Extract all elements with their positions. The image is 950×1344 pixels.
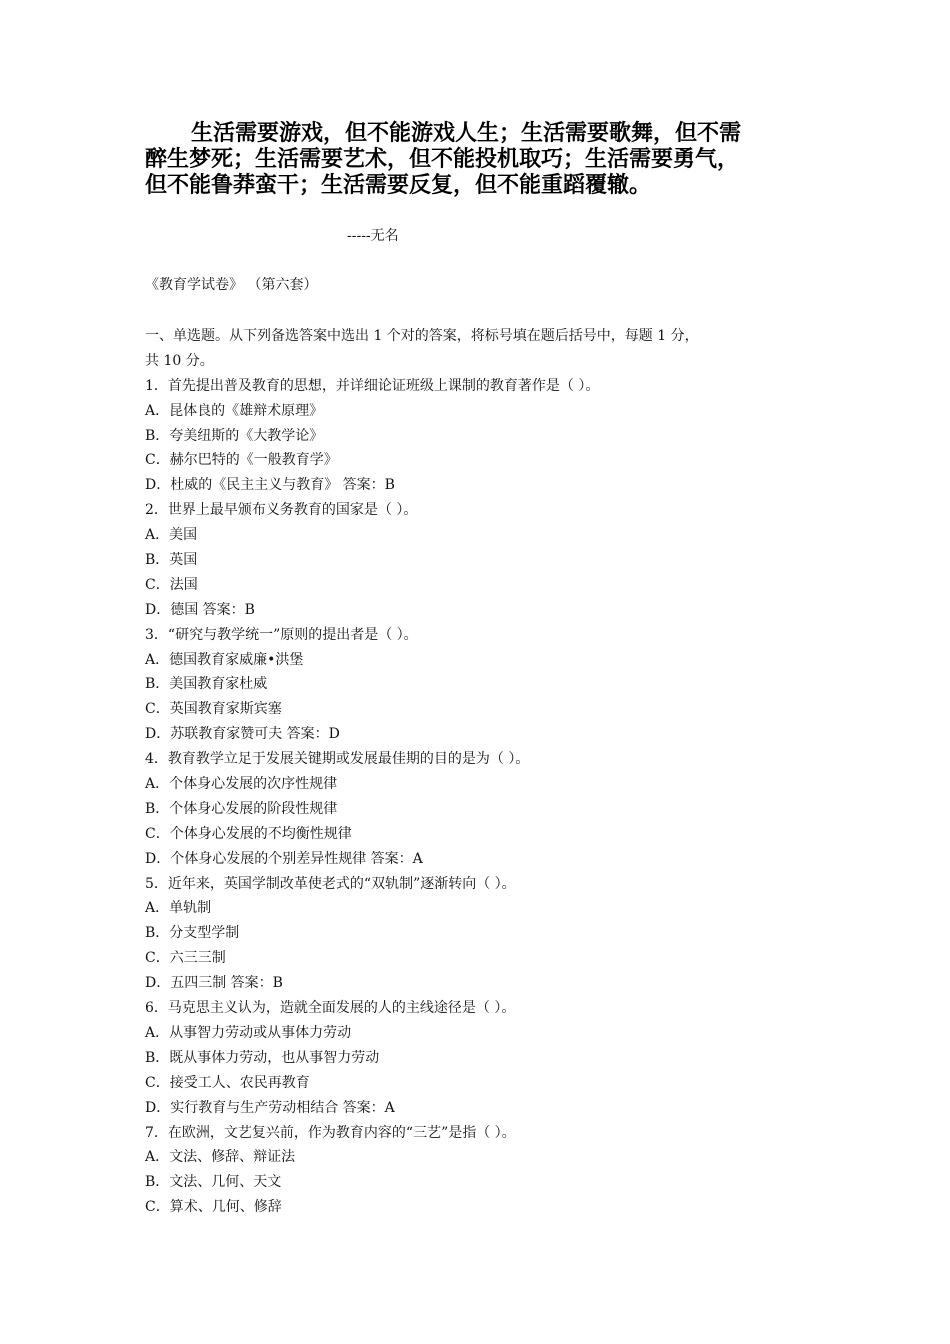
answer-option: B．夸美纽斯的《大教学论》	[145, 427, 324, 444]
epigraph-quote	[145, 121, 805, 199]
question-3	[145, 623, 815, 747]
question-stem: 3．“研究与教学统一”原则的提出者是（ ）。	[145, 626, 418, 643]
answer-option: C．英国教育家斯宾塞	[145, 701, 282, 718]
answer-option: D．德国 答案：B	[145, 601, 255, 618]
answer-option: C．六三三制	[145, 950, 226, 967]
answer-option: D．实行教育与生产劳动相结合 答案：A	[145, 1099, 395, 1116]
question-7	[145, 1121, 815, 1221]
answer-option: D．苏联教育家赞可夫 答案：D	[145, 726, 340, 743]
answer-option: B．美国教育家杜威	[145, 676, 268, 693]
section-intro-line: 一、单选题。从下列备选答案中选出 1 个对的答案，将标号填在题后括号中，每题 1 分，	[145, 328, 699, 344]
exam-title: 《教育学试卷》 （第六套）	[145, 277, 318, 293]
question-stem: 7．在欧洲，文艺复兴前，作为教育内容的“三艺”是指（ ）。	[145, 1124, 516, 1141]
question-stem: 2．世界上最早颁布义务教育的国家是（ ）。	[145, 502, 418, 519]
answer-option: C．法国	[145, 576, 198, 593]
single-choice-section	[145, 324, 815, 1220]
answer-option: B．既从事体力劳动，也从事智力劳动	[145, 1049, 380, 1066]
question-1	[145, 374, 815, 498]
answer-option: A．从事智力劳动或从事体力劳动	[145, 1024, 352, 1041]
answer-option: A．单轨制	[145, 900, 212, 917]
answer-option: B．英国	[145, 552, 198, 569]
question-5	[145, 872, 815, 996]
question-stem: 5．近年来，英国学制改革使老式的“双轨制”逐渐转向（ ）。	[145, 875, 516, 892]
question-6	[145, 996, 815, 1120]
quote-line: 生活需要游戏，但不能游戏人生；生活需要歌舞，但不需	[191, 121, 742, 146]
answer-option: D．杜威的《民主主义与教育》 答案：B	[145, 477, 395, 494]
question-stem: 4．教育教学立足于发展关键期或发展最佳期的目的是为（ ）。	[145, 751, 530, 768]
answer-option: B．分支型学制	[145, 925, 240, 942]
answer-option: A．个体身心发展的次序性规律	[145, 776, 338, 793]
answer-option: C．赫尔巴特的《一般教育学》	[145, 452, 338, 469]
answer-option: C．个体身心发展的不均衡性规律	[145, 825, 352, 842]
answer-option: A．昆体良的《雄辩术原理》	[145, 402, 324, 419]
answer-option: C．接受工人、农民再教育	[145, 1074, 310, 1091]
quote-attribution: -----无名	[347, 228, 399, 244]
answer-option: A．文法、修辞、辩证法	[145, 1149, 296, 1166]
question-2	[145, 498, 815, 622]
answer-option: B．文法、几何、天文	[145, 1174, 282, 1191]
quote-line: 但不能鲁莽蛮干；生活需要反复，但不能重蹈覆辙。	[145, 173, 652, 198]
answer-option: A．美国	[145, 527, 198, 544]
answer-option: D．五四三制 答案：B	[145, 975, 283, 992]
answer-option: D．个体身心发展的个别差异性规律 答案：A	[145, 850, 423, 867]
answer-option: C．算术、几何、修辞	[145, 1199, 282, 1216]
question-4	[145, 747, 815, 871]
quote-line: 醉生梦死；生活需要艺术，但不能投机取巧；生活需要勇气，	[145, 147, 740, 172]
question-stem: 6．马克思主义认为，造就全面发展的人的主线途径是（ ）。	[145, 1000, 516, 1017]
question-stem: 1．首先提出普及教育的思想，并详细论证班级上课制的教育著作是（ ）。	[145, 377, 600, 394]
answer-option: B．个体身心发展的阶段性规律	[145, 800, 338, 817]
section-intro-line: 共 10 分。	[145, 352, 214, 369]
answer-option: A．德国教育家威廉•洪堡	[145, 651, 304, 668]
